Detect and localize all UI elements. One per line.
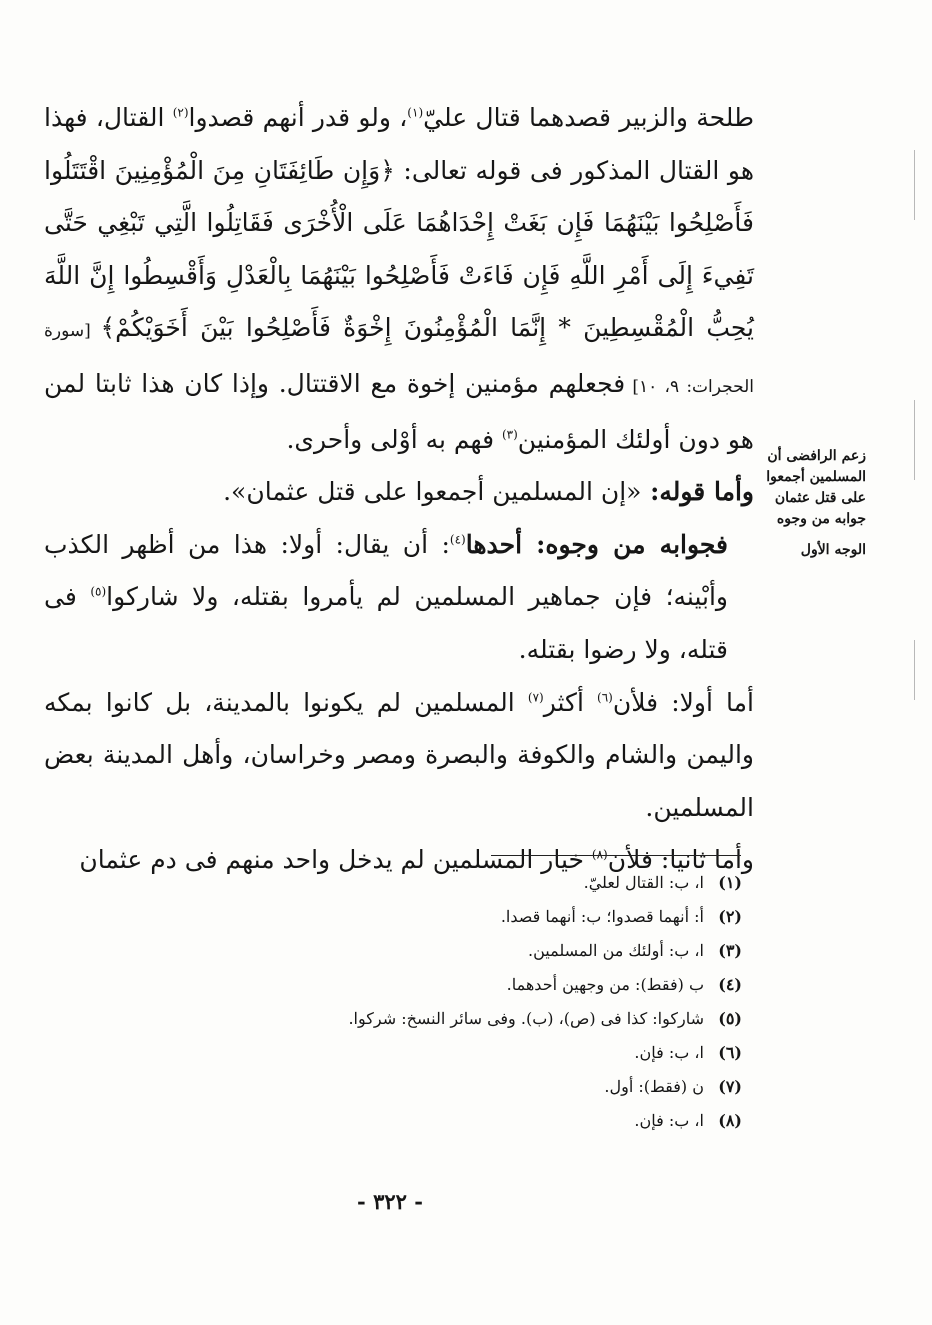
- quoted-claim: «إن المسلمين أجمعوا على قتل عثمان».: [223, 477, 642, 507]
- footnote-text: ب (فقط): من وجهين أحدهما.: [506, 975, 704, 994]
- margin-note: جوابه من وجوه: [776, 511, 866, 527]
- lead-phrase: وأما قوله:: [641, 477, 754, 507]
- margin-note: زعم الرافضى أن المسلمين أجمعوا على قتل عثمان: [766, 448, 866, 506]
- main-text: [44, 92, 754, 887]
- footnote: [180, 1070, 742, 1104]
- text-run: طلحة والزبير قصدهما قتال عليّ: [423, 103, 754, 132]
- text-run: فجعلهم مؤمنين إخوة مع الاقتتال. وإذا كان هذا ثابتا لمن هو دون أولئك المؤمنين: [44, 368, 754, 454]
- footnote: [180, 968, 742, 1002]
- scan-edge-mark: [914, 150, 915, 220]
- lead-phrase: أحدها: [465, 529, 523, 559]
- text-run: فهم به أوْلى وأحرى.: [286, 424, 502, 454]
- footnote: [180, 866, 742, 900]
- text-run: : أن يقال: أولا: هذا من أظهر الكذب وأبْينه؛ فإن جماهير المسلمين لم يأمروا بقتله، ولا شاركوا: [44, 529, 728, 612]
- margin-note: الوجه الأول: [800, 542, 866, 558]
- page-number: - ٣٢٢ -: [357, 1189, 423, 1214]
- lead-phrase: فجوابه من وجوه:: [522, 529, 728, 559]
- text-run: ، ولو قدر أنهم قصدوا: [188, 103, 408, 132]
- footnote-marker[interactable]: (٤): [449, 532, 466, 547]
- footnote-separator: [491, 855, 741, 856]
- footnote: [180, 1002, 742, 1036]
- text-run: أكثر: [543, 687, 598, 717]
- text-run: أما أولا: فلأن: [612, 687, 754, 717]
- footnote: [180, 1036, 742, 1070]
- footnote-number: (٢): [718, 907, 742, 926]
- scan-edge-mark: [914, 400, 915, 480]
- quran-reference: [سورة الحجرات: ٩، ١٠]: [44, 321, 755, 397]
- footnote-number: (٦): [718, 1043, 742, 1062]
- margin-notes: [766, 446, 866, 561]
- footnote-text: ا، ب: أولئك من المسلمين.: [528, 941, 704, 960]
- footnote-text: ا، ب: القتال لعليّ.: [583, 873, 704, 892]
- scan-edge-mark: [914, 640, 915, 700]
- paragraph-3: [44, 519, 754, 677]
- quran-verse: ﴿وَإِن طَائِفَتَانِ مِنَ الْمُؤْمِنِينَ اقْتَتَلُوا فَأَصْلِحُوا بَيْنَهُمَا فَإِن بَغَتْ إِحْدَاهُمَا عَلَى الْأُخْرَى فَقَاتِلُوا الَّتِي تَبْغِي حَتَّى تَفِيءَ إِلَى أَمْرِ اللَّهِ فَإِن فَاءَتْ فَأَصْلِحُوا بَيْنَهُمَا بِالْعَدْلِ وَأَقْسِطُوا إِنَّ اللَّهَ يُحِبُّ الْمُقْسِطِينَ * إِنَّمَا الْمُؤْمِنُونَ إِخْوَةٌ فَأَصْلِحُوا بَيْنَ أَخَوَيْكُمْ﴾: [44, 155, 754, 343]
- footnote-marker[interactable]: (٥): [90, 585, 107, 600]
- footnote-text: ا، ب: فإن.: [634, 1043, 704, 1062]
- text-run: القتال، فهذا هو القتال المذكور فى قوله تعالى:: [44, 103, 755, 185]
- footnote-text: ن (فقط): أول.: [604, 1077, 704, 1096]
- paragraph-1: [44, 92, 754, 466]
- footnote-marker[interactable]: (٢): [172, 105, 189, 120]
- footnote-marker[interactable]: (٦): [597, 690, 613, 705]
- footnote-number: (٣): [718, 941, 742, 960]
- margin-gap: [766, 530, 866, 540]
- footnote-number: (٧): [718, 1077, 742, 1096]
- footnote-number: (١): [718, 873, 742, 892]
- footnote-number: (٥): [718, 1009, 742, 1028]
- footnote-marker[interactable]: (٧): [527, 690, 544, 705]
- footnote: [180, 1104, 742, 1138]
- footnote: [180, 900, 742, 934]
- footnote-number: (٤): [718, 975, 742, 994]
- footnote-marker[interactable]: (١): [407, 105, 424, 120]
- text-run: فى قتله، ولا رضوا بقتله.: [44, 582, 728, 664]
- footnote-text: ا، ب: فإن.: [634, 1111, 704, 1130]
- footnote-marker[interactable]: (٣): [501, 427, 518, 442]
- footnotes: [180, 866, 742, 1138]
- paragraph-4: [44, 677, 754, 835]
- text-run: وأما ثانيا: فلأن: [607, 845, 754, 875]
- footnote-text: شاركوا: كذا فى (ص)، (ب). وفى سائر النسخ: شركوا.: [348, 1009, 704, 1028]
- footnote: [180, 934, 742, 968]
- footnote-marker[interactable]: (٨): [591, 847, 608, 862]
- text-run: المسلمين لم يكونوا بالمدينة، بل كانوا بمكه واليمن والشام والكوفة والبصرة ومصر وخراسان، وأهل المدينة بعض المسلمين.: [44, 687, 754, 822]
- footnote-number: (٨): [718, 1111, 742, 1130]
- footnote-text: أ: أنهما قصدوا؛ ب: أنهما قصدا.: [500, 907, 704, 926]
- text-run: خيار المسلمين لم يدخل واحد منهم فى دم عثمان: [79, 845, 592, 875]
- paragraph-2: [44, 466, 754, 519]
